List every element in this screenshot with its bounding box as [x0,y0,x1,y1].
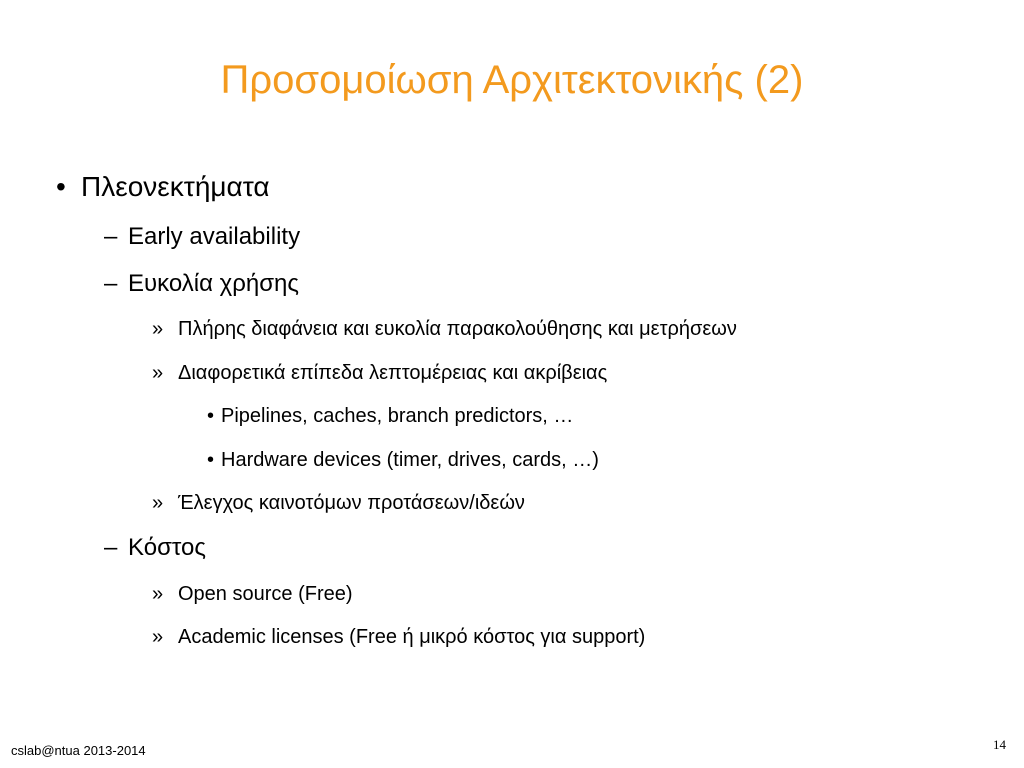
slide-title: Προσομοίωση Αρχιτεκτονικής (2) [220,58,804,102]
bullet-text: Early availability [128,223,301,250]
chevron-marker: » [152,492,164,514]
footer-text: cslab@ntua 2013-2014 [11,743,146,758]
bullet-text: Πλήρης διαφάνεια και ευκολία παρακολούθησης και μετρήσεων [178,318,737,340]
bullet-text: Hardware devices (timer, drives, cards, …) [221,449,599,471]
dash-marker: – [104,534,118,561]
bullet-marker: • [56,171,66,202]
chevron-marker: » [152,362,164,384]
bullet-text: Κόστος [128,534,206,561]
page-number: 14 [993,737,1006,752]
bullet-text: Pipelines, caches, branch predictors, … [221,405,574,427]
chevron-marker: » [152,318,164,340]
dash-marker: – [104,270,118,297]
bullet-marker: • [207,405,215,427]
dash-marker: – [104,223,118,250]
chevron-marker: » [152,626,164,648]
bullet-text: Έλεγχος καινοτόμων προτάσεων/ιδεών [178,492,525,514]
chevron-marker: » [152,583,164,605]
bullet-text: Πλεονεκτήματα [81,171,270,202]
bullet-text: Διαφορετικά επίπεδα λεπτομέρειας και ακρίβειας [178,362,608,384]
bullet-text: Academic licenses (Free ή μικρό κόστος για support) [178,626,646,648]
bullet-marker: • [207,449,215,471]
bullet-text: Ευκολία χρήσης [128,270,299,297]
bullet-text: Open source (Free) [178,583,353,605]
